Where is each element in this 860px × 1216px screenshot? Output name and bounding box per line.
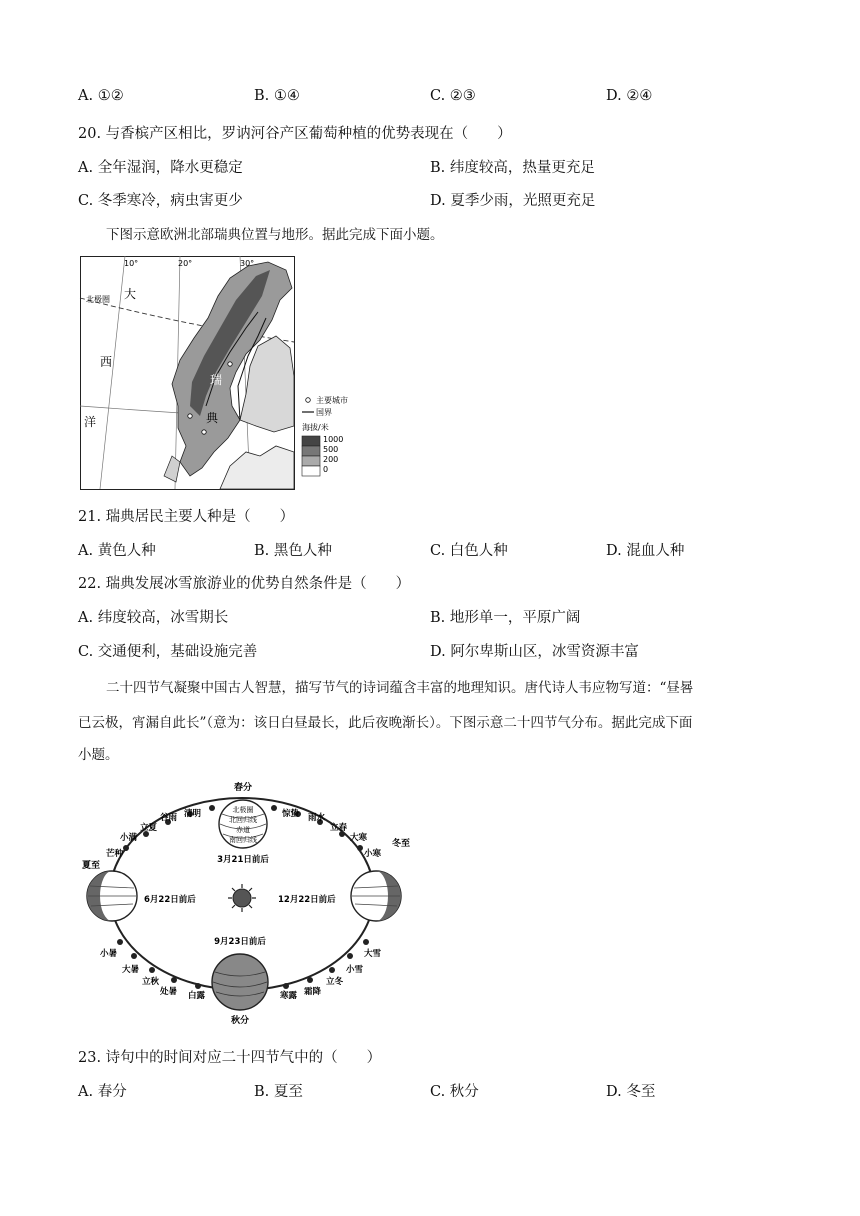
term-jingzhe: 惊蛰 [282,809,300,819]
term-xiaoshu: 小暑 [100,949,118,959]
q22-option-b: B. 地形单一，平原广阔 [430,610,581,626]
q22-option-d: D. 阿尔卑斯山区，冰雪资源丰富 [430,644,639,660]
term-liqiu: 立秋 [142,977,160,987]
sweden-intro: 下图示意欧洲北部瑞典位置与地形。据此完成下面小题。 [106,227,444,243]
q21-option-b: B. 黑色人种 [254,543,332,559]
legend-city: 主要城市 [316,396,348,405]
legend-level-200: 200 [323,455,339,464]
sun-icon [228,884,256,912]
terms-intro-line3: 小题。 [78,747,119,763]
q21-option-c: C. 白色人种 [430,543,508,559]
term-summer: 夏至 [82,861,101,871]
term-guyu: 谷雨 [160,813,178,823]
q20-option-c: C. 冬季寒冷，病虫害更少 [78,193,243,209]
sea-char-3: 洋 [84,415,97,429]
globe-line-tropic-s: 南回归线 [229,836,257,844]
term-dashu: 大暑 [122,965,140,975]
term-yushui: 雨水 [308,813,326,823]
legend-level-0: 0 [323,465,329,474]
legend-elev-title: 海拔/米 [302,423,329,432]
q23-option-a: A. 春分 [78,1084,127,1100]
term-autumn: 秋分 [230,1016,250,1026]
q23-option-c: C. 秋分 [430,1084,479,1100]
globe-line-arctic: 北极圈 [232,806,254,814]
elev-swatch-500 [302,446,320,456]
q22-option-a: A. 纬度较高，冰雪期长 [78,610,229,626]
map-legend [302,395,348,476]
q20-stem: 20. 与香槟产区相比，罗讷河谷产区葡萄种植的优势表现在（ ） [78,126,512,142]
q19-option-c: C. ②③ [430,88,476,104]
elev-swatch-0 [302,466,320,476]
term-shuangjiang: 霜降 [304,987,322,997]
legend-level-1000: 1000 [323,435,344,444]
arctic-circle-label: 北极圈 [86,295,110,304]
globe-line-equator: 赤道 [236,826,250,834]
country-char-2: 典 [206,411,219,425]
elev-swatch-1000 [302,436,320,446]
date-autumn: 9月23日前后 [214,937,266,947]
date-winter: 12月22日前后 [278,895,336,905]
q23-stem: 23. 诗句中的时间对应二十四节气中的（ ） [78,1050,382,1066]
term-lixia: 立夏 [140,823,158,833]
q19-option-b: B. ①④ [254,88,300,104]
q21-option-d: D. 混血人种 [606,543,685,559]
globe-autumn [212,954,268,1010]
terms-intro-line2: 已云极，宵漏自此长”（意为：该日白昼最长，此后夜晚渐长）。下图示意二十四节气分布。据此完成下面 [78,715,693,731]
term-xiaoxue: 小雪 [346,965,364,975]
lon-label-10: 10° [124,259,139,268]
q20-option-d: D. 夏季少雨，光照更充足 [430,193,596,209]
term-winter: 冬至 [392,839,411,849]
q19-option-d: D. ②④ [606,88,653,104]
q23-option-b: B. 夏至 [254,1084,303,1100]
globe-line-tropic-n: 北回归线 [229,816,257,824]
lon-label-20: 20° [178,259,193,268]
term-xiaoman: 小满 [120,833,138,843]
globe-summer [87,871,137,921]
term-hanlu: 寒露 [280,991,298,1001]
q21-stem: 21. 瑞典居民主要人种是（ ） [78,509,295,525]
term-dahan: 大寒 [350,833,368,843]
term-daxue: 大雪 [364,949,382,959]
term-mangzhong: 芒种 [106,849,124,859]
term-chushu: 处暑 [160,987,178,997]
q21-option-a: A. 黄色人种 [78,543,156,559]
country-char-1: 瑞 [210,373,223,387]
term-lichun: 立春 [330,823,348,833]
q22-option-c: C. 交通便利，基础设施完善 [78,644,258,660]
term-spring: 春分 [233,783,253,793]
term-xiaohan: 小寒 [364,849,382,859]
lon-label-30: 30° [240,259,255,268]
globe-winter [351,871,401,921]
q19-option-a: A. ①② [78,88,124,104]
elev-swatch-200 [302,456,320,466]
sea-char-2: 西 [100,355,113,369]
q20-option-b: B. 纬度较高，热量更充足 [430,160,595,176]
city-symbol [306,398,311,403]
terms-intro-line1: 二十四节气凝聚中国古人智慧，描写节气的诗词蕴含丰富的地理知识。唐代诗人韦应物写道：“昼晷 [106,680,694,696]
sea-char-1: 大 [124,287,137,301]
globe-spring [219,800,267,848]
q23-option-d: D. 冬至 [606,1084,656,1100]
term-lidong: 立冬 [326,977,344,987]
q22-stem: 22. 瑞典发展冰雪旅游业的优势自然条件是（ ） [78,576,411,592]
q20-option-a: A. 全年湿润，降水更稳定 [78,160,243,176]
sweden-map [80,256,348,490]
solar-terms-diagram [80,776,420,1028]
date-summer: 6月22日前后 [144,895,196,905]
date-spring: 3月21日前后 [217,855,269,865]
term-bailu: 白露 [188,991,206,1001]
legend-border: 国界 [316,408,332,417]
term-qingming: 清明 [184,809,202,819]
legend-level-500: 500 [323,445,339,454]
